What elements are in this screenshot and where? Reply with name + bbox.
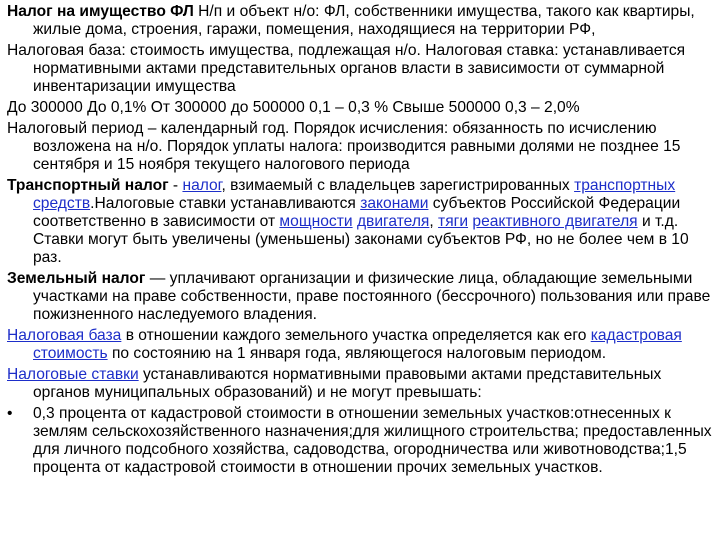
text-segment: и т.д. Ставки могут быть увеличены (уменьшены) законами субъектов РФ, но не более чем в 10 раз. bbox=[33, 213, 689, 266]
text-segment: по состоянию на 1 января года, являющегося налоговым периодом. bbox=[107, 345, 607, 362]
paragraph-tax-base: Налоговая база: стоимость имущества, подлежащая н/о. Налоговая ставка: устанавливается нормативными актами представительных органов власти в зависимости от суммарной инвентаризации имущества bbox=[7, 42, 686, 95]
text-segment: .Налоговые ставки устанавливаются bbox=[90, 195, 361, 212]
paragraph-rates: До 300000 До 0,1% От 300000 до 500000 0,1 – 0,3 % Свыше 500000 0,3 – 2,0% bbox=[7, 99, 580, 116]
list-item bbox=[7, 405, 712, 477]
property-tax-text: Н/п и объект н/о: ФЛ, собственники имущества, такого как квартиры, жилые дома, строения, гаражи, помещения, находящиеся на территории РФ, bbox=[33, 3, 695, 38]
link-power[interactable]: мощности bbox=[279, 213, 353, 230]
paragraph-property-tax bbox=[7, 3, 712, 39]
text-segment: субъектов Российской Федерации соответственно в зависимости от bbox=[33, 195, 681, 230]
text-segment: , bbox=[429, 213, 439, 230]
link-thrust[interactable]: тяги bbox=[438, 213, 469, 230]
link-cadastral-value[interactable]: кадастровая стоимость bbox=[33, 327, 682, 362]
list-item-text: 0,3 процента от кадастровой стоимости в отношении земельных участков:отнесенных к землям сельскохозяйственного назначения;для жилищного строительства; предоставленных для личного подсобного хозяйства, садоводства, огородничества или животноводства;1,5 процента от кадастровой стоимости в отношении прочих земельных участков. bbox=[33, 405, 712, 476]
link-jet-engine[interactable]: реактивного двигателя bbox=[472, 213, 638, 230]
paragraph-transport-tax bbox=[7, 177, 712, 267]
property-tax-heading: Налог на имущество ФЛ bbox=[7, 3, 194, 20]
text-segment: - bbox=[168, 177, 183, 194]
link-tax-rates[interactable]: Налоговые ставки bbox=[7, 366, 139, 383]
transport-tax-heading: Транспортный налог bbox=[7, 177, 169, 194]
text-segment: , взимаемый с владельцев зарегистрированных bbox=[221, 177, 575, 194]
link-vehicles[interactable]: транспортных средств bbox=[33, 177, 676, 212]
link-laws[interactable]: законами bbox=[360, 195, 429, 212]
link-nalog[interactable]: налог bbox=[182, 177, 222, 194]
land-tax-text: — уплачивают организации и физические лица, обладающие земельными участками на праве собственности, праве постоянного (бессрочного) пользования или праве пожизненного наследуемого владения. bbox=[33, 270, 711, 323]
paragraph-land-tax-rates bbox=[7, 366, 712, 402]
land-tax-heading: Земельный налог bbox=[7, 270, 146, 287]
link-engine[interactable]: двигателя bbox=[356, 213, 430, 230]
paragraph-land-tax-base bbox=[7, 327, 712, 363]
text-segment: в отношении каждого земельного участка определяется как его bbox=[121, 327, 591, 344]
bullet-marker: • bbox=[7, 405, 13, 422]
link-tax-base[interactable]: Налоговая база bbox=[7, 327, 122, 344]
paragraph-land-tax bbox=[7, 270, 712, 324]
paragraph-tax-period: Налоговый период – календарный год. Порядок исчисления: обязанность по исчислению возложена на н/о. Порядок уплаты налога: производится равными долями не позднее 15 сентября и 15 ноября текущего налогового периода bbox=[7, 120, 681, 173]
text-segment: устанавливаются нормативными правовыми актами представительных органов муниципальных образований) и не могут превышать: bbox=[33, 366, 662, 401]
